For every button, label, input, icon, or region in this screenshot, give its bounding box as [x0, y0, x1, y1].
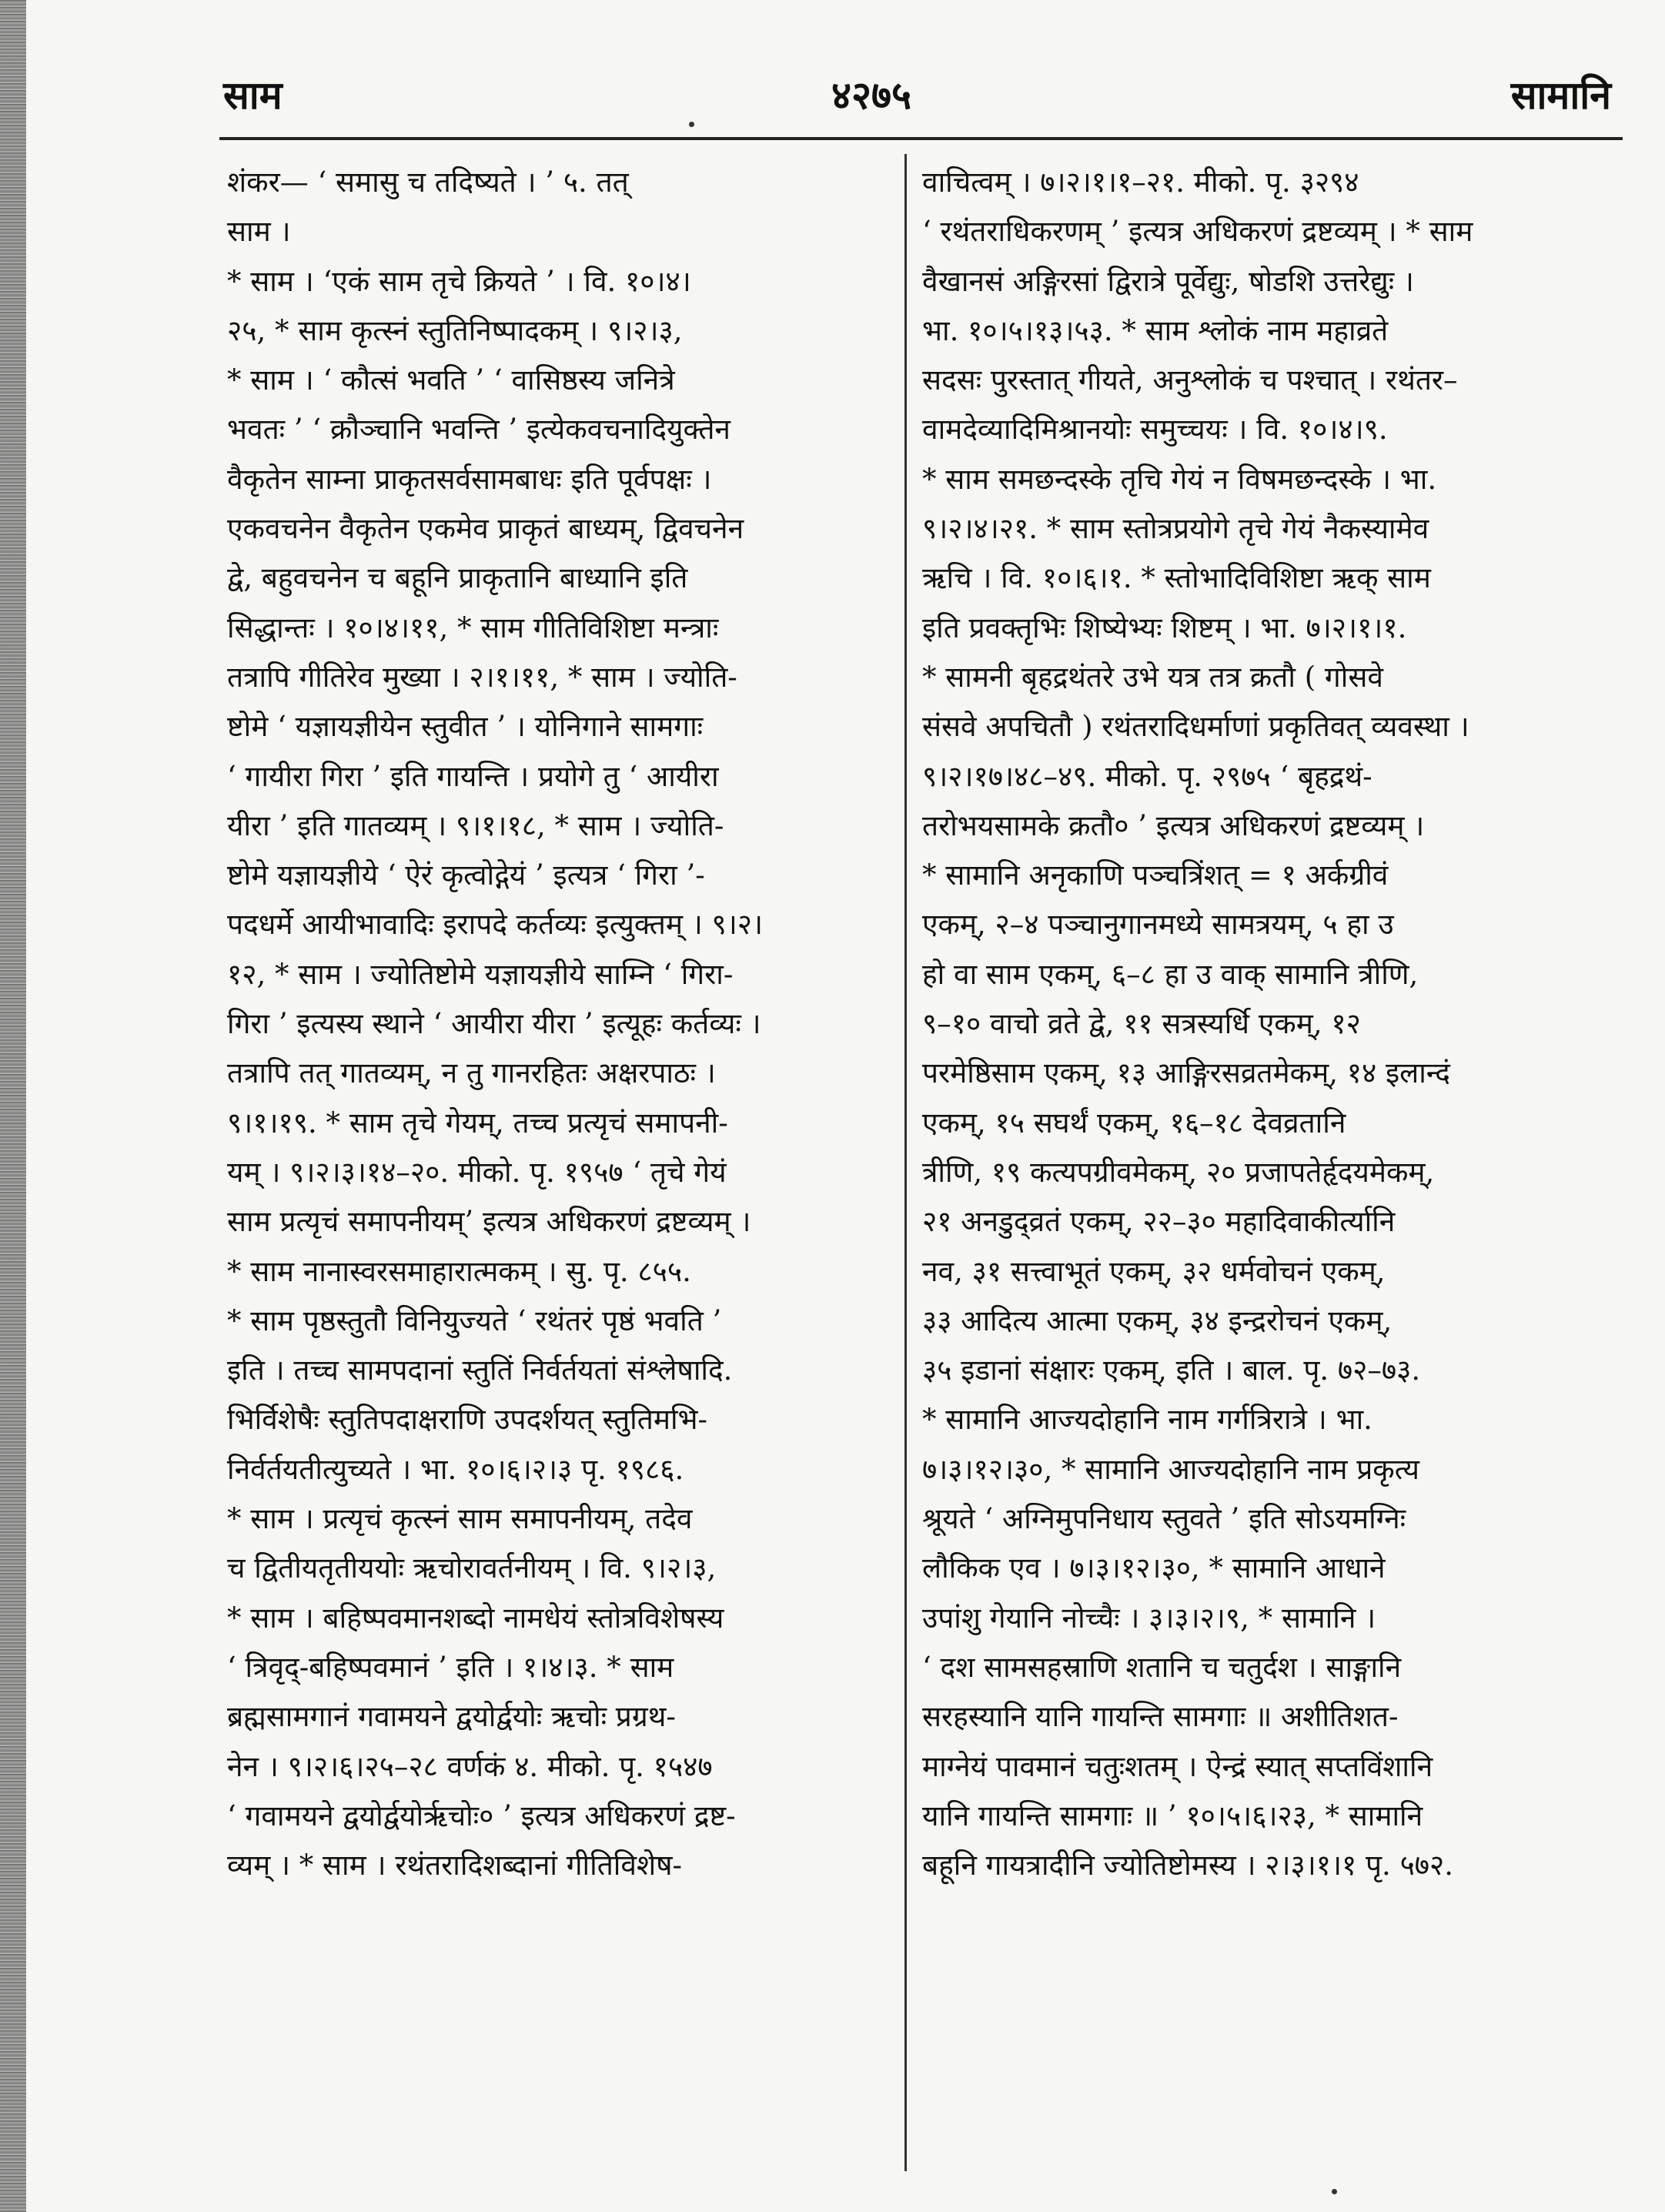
- left-column: [227, 158, 889, 1890]
- text-line: २५, * साम कृत्स्नं स्तुतिनिष्पादकम् । ९।२।३,: [227, 313, 683, 347]
- header-left-headword: साम: [223, 72, 283, 118]
- text-line: बहूनि गायत्रादीनि ज्योतिष्टोमस्य । २।३।१।१ पृ. ५७२.: [922, 1849, 1454, 1882]
- text-line: संसवे अपचितौ ) रथंतरादिधर्माणां प्रकृतिवत् व्यवस्था ।: [922, 710, 1469, 744]
- text-line: * साम । प्रत्यृचं कृत्स्नं साम समापनीयम्, तदेव: [227, 1502, 693, 1536]
- text-line: तरोभयसामके क्रतौ० ’ इत्यत्र अधिकरणं द्रष्टव्यम् ।: [922, 808, 1425, 842]
- text-line: ‘ गायीरा गिरा ’ इति गायन्ति । प्रयोगे तु ‘ आयीरा: [227, 759, 719, 793]
- text-line: व्यम् । * साम । रथंतरादिशब्दानां गीतिविशेष-: [227, 1849, 683, 1882]
- text-line: ९।२।४।२१. * साम स्तोत्रप्रयोगे तृचे गेयं नैकस्यामेव: [922, 512, 1429, 546]
- text-line: गिरा ’ इत्यस्य स्थाने ‘ आयीरा यीरा ’ इत्यूहः कर्तव्यः ।: [227, 1007, 761, 1041]
- text-line: वैखानसं अङ्गिरसां द्विरात्रे पूर्वेद्युः, षोडशि उत्तरेद्युः ।: [922, 264, 1414, 298]
- text-line: नव, ३१ सत्त्वाभूतं एकम्, ३२ धर्मवोचनं एकम्,: [922, 1254, 1386, 1288]
- text-line: ७।३।१२।३०, * सामानि आज्यदोहानि नाम प्रकृत्य: [922, 1452, 1419, 1486]
- text-line: द्वे, बहुवचनेन च बहूनि प्राकृतानि बाध्यानि इति: [227, 561, 688, 595]
- stray-mark: [689, 122, 694, 127]
- text-line: * साम । ‘ कौत्सं भवति ’ ‘ वासिष्ठस्य जनित्रे: [227, 363, 675, 397]
- text-line: एकवचनेन वैकृतेन एकमेव प्राकृतं बाध्यम्, द्विवचनेन: [227, 512, 744, 546]
- text-line: सरहस्यानि यानि गायन्ति सामगाः ॥ अशीतिशत-: [922, 1700, 1399, 1734]
- text-line: माग्नेयं पावमानं चतुःशतम् । ऐन्द्रं स्यात् सप्तविंशानि: [922, 1749, 1433, 1783]
- text-line: भा. १०।५।१३।५३. * साम श्लोकं नाम महाव्रते: [922, 313, 1389, 347]
- text-line: लौकिक एव । ७।३।१२।३०, * सामानि आधाने: [922, 1551, 1386, 1585]
- text-line: ‘ दश सामसहस्राणि शतानि च चतुर्दश । साङ्गानि: [922, 1650, 1402, 1684]
- text-line: ३५ इडानां संक्षारः एकम्, इति । बाल. पृ. ७२–७३.: [922, 1354, 1421, 1387]
- text-line: इति प्रवक्तृभिः शिष्येभ्यः शिष्टम् । भा. ७।२।१।१.: [922, 611, 1407, 644]
- header-rule: [219, 137, 1623, 140]
- text-line: वैकृतेन साम्ना प्राकृतसर्वसामबाधः इति पूर्वपक्षः ।: [227, 462, 712, 496]
- text-line: साम प्रत्यृचं समापनीयम्’ इत्यत्र अधिकरणं द्रष्टव्यम् ।: [227, 1205, 751, 1239]
- text-line: ‘ त्रिवृद्-बहिष्पवमानं ’ इति । १।४।३. * साम: [227, 1650, 674, 1684]
- text-line: साम ।: [227, 215, 291, 249]
- text-line: ९।२।१७।४८–४९. मीको. पृ. २९७५ ‘ बृहद्रथं-: [922, 759, 1372, 793]
- text-line: हो वा साम एकम्, ६–८ हा उ वाक् सामानि त्रीणि,: [922, 957, 1419, 991]
- text-line: ष्टोमे ‘ यज्ञायज्ञीयेन स्तुवीत ’ । योनिगाने सामगाः: [227, 710, 704, 744]
- text-line: निर्वर्तयतीत्युच्यते । भा. १०।६।२।३ पृ. १९८६.: [227, 1452, 684, 1486]
- text-line: १२, * साम । ज्योतिष्टोमे यज्ञायज्ञीये साम्नि ‘ गिरा-: [227, 957, 734, 991]
- text-line: तत्रापि तत् गातव्यम्, न तु गानरहितः अक्षरपाठः ।: [227, 1056, 716, 1090]
- text-line: पदधर्मे आयीभावादिः इरापदे कर्तव्यः इत्युक्तम् । ९।२।: [227, 908, 764, 942]
- text-line: शंकर— ‘ समासु च तदिष्यते । ’ ५. तत्: [227, 166, 629, 199]
- text-line: श्रूयते ‘ अग्निमुपनिधाय स्तुवते ’ इति सोऽयमग्निः: [922, 1502, 1406, 1536]
- text-line: च द्वितीयतृतीययोः ऋचोरावर्तनीयम् । वि. ९।२।३,: [227, 1551, 717, 1585]
- page-number: ४२७५: [831, 72, 911, 118]
- text-line: यम् । ९।२।३।१४–२०. मीको. पृ. १९५७ ‘ तृचे गेयं: [227, 1155, 727, 1189]
- text-line: यानि गायन्ति सामगाः ॥ ’ १०।५।६।२३, * सामानि: [922, 1799, 1423, 1832]
- text-line: उपांशु गेयानि नोच्चैः । ३।३।२।९, * सामानि ।: [922, 1601, 1376, 1635]
- text-line: ९।१।१९. * साम तृचे गेयम्, तच्च प्रत्यृचं समापनी-: [227, 1106, 728, 1139]
- text-line: ‘ रथंतराधिकरणम् ’ इत्यत्र अधिकरणं द्रष्टव्यम् । * साम: [922, 215, 1473, 249]
- column-divider: [904, 154, 907, 2171]
- header-right-headword: सामानि: [1510, 72, 1611, 118]
- text-line: * सामानि अनृकाणि पञ्चत्रिंशत् = १ अर्कग्रीवं: [922, 858, 1389, 892]
- stray-mark: [1332, 2189, 1337, 2194]
- text-line: वामदेव्यादिमिश्रानयोः समुच्चयः । वि. १०।४।९.: [922, 413, 1388, 447]
- text-line: भिर्विशेषैः स्तुतिपदाक्षराणि उपदर्शयत् स्तुतिमभि-: [227, 1403, 708, 1437]
- text-line: यीरा ’ इति गातव्यम् । ९।१।१८, * साम । ज्योति-: [227, 808, 724, 842]
- text-line: एकम्, १५ सघर्थं एकम्, १६–१८ देवव्रतानि: [922, 1106, 1346, 1139]
- text-line: ‘ गवामयने द्वयोर्द्वयोर्ऋचोः० ’ इत्यत्र अधिकरणं द्रष्ट-: [227, 1799, 736, 1832]
- text-line: एकम्, २–४ पञ्चानुगानमध्ये सामत्रयम्, ५ हा उ: [922, 908, 1394, 942]
- binding-edge: [0, 0, 26, 2212]
- text-line: इति । तच्च सामपदानां स्तुतिं निर्वर्तयतां संश्लेषादि.: [227, 1354, 733, 1387]
- text-line: * सामनी बृहद्रथंतरे उभे यत्र तत्र क्रतौ ( गोसवे: [922, 660, 1383, 694]
- text-line: ३३ आदित्य आत्मा एकम्, ३४ इन्द्ररोचनं एकम्,: [922, 1303, 1393, 1337]
- text-line: ९–१० वाचो व्रते द्वे, ११ सत्रस्यर्धि एकम्, १२: [922, 1007, 1361, 1041]
- text-line: * सामानि आज्यदोहानि नाम गर्गत्रिरात्रे । भा.: [922, 1403, 1372, 1437]
- text-line: तत्रापि गीतिरेव मुख्या । २।१।११, * साम । ज्योति-: [227, 660, 737, 694]
- text-line: * साम पृष्ठस्तुतौ विनियुज्यते ‘ रथंतरं पृष्ठं भवति ’: [227, 1303, 722, 1337]
- text-line: * साम नानास्वरसमाहारात्मकम् । सु. पृ. ८५५.: [227, 1254, 691, 1288]
- right-column: [922, 158, 1600, 1890]
- text-line: त्रीणि, १९ कत्यपग्रीवमेकम्, २० प्रजापतेर्हृदयमेकम्,: [922, 1155, 1435, 1189]
- text-line: सिद्धान्तः । १०।४।११, * साम गीतिविशिष्टा मन्त्राः: [227, 611, 719, 644]
- text-line: भवतः ’ ‘ क्रौञ्चानि भवन्ति ’ इत्येकवचनादियुक्तेन: [227, 413, 731, 447]
- text-line: ष्टोमे यज्ञायज्ञीये ‘ ऐरं कृत्वोद्गेयं ’ इत्यत्र ‘ गिरा ’-: [227, 858, 705, 892]
- text-line: * साम । बहिष्पवमानशब्दो नामधेयं स्तोत्रविशेषस्य: [227, 1601, 724, 1635]
- text-line: ब्रह्मसामगानं गवामयने द्वयोर्द्वयोः ऋचोः प्रग्रथ-: [227, 1700, 676, 1734]
- text-line: नेन । ९।२।६।२५–२८ वर्णकं ४. मीको. पृ. १५४७: [227, 1749, 713, 1783]
- text-line: * साम समछन्दस्के तृचि गेयं न विषमछन्दस्के । भा.: [922, 462, 1437, 496]
- text-line: * साम । ‘एकं साम तृचे क्रियते ’ । वि. १०।४।: [227, 264, 691, 298]
- text-line: २१ अनडुद्व्रतं एकम्, २२–३० महादिवाकीर्त्यानि: [922, 1205, 1396, 1239]
- text-line: वाचित्वम् । ७।२।१।१–२१. मीको. पृ. ३२९४: [922, 166, 1359, 199]
- text-line: ऋचि । वि. १०।६।१. * स्तोभादिविशिष्टा ऋक् साम: [922, 561, 1431, 595]
- text-line: सदसः पुरस्तात् गीयते, अनुश्लोकं च पश्चात् । रथंतर–: [922, 363, 1458, 397]
- text-line: परमेष्ठिसाम एकम्, १३ आङ्गिरसव्रतमेकम्, १४ इलान्दं: [922, 1056, 1450, 1090]
- page-header: [0, 68, 1665, 129]
